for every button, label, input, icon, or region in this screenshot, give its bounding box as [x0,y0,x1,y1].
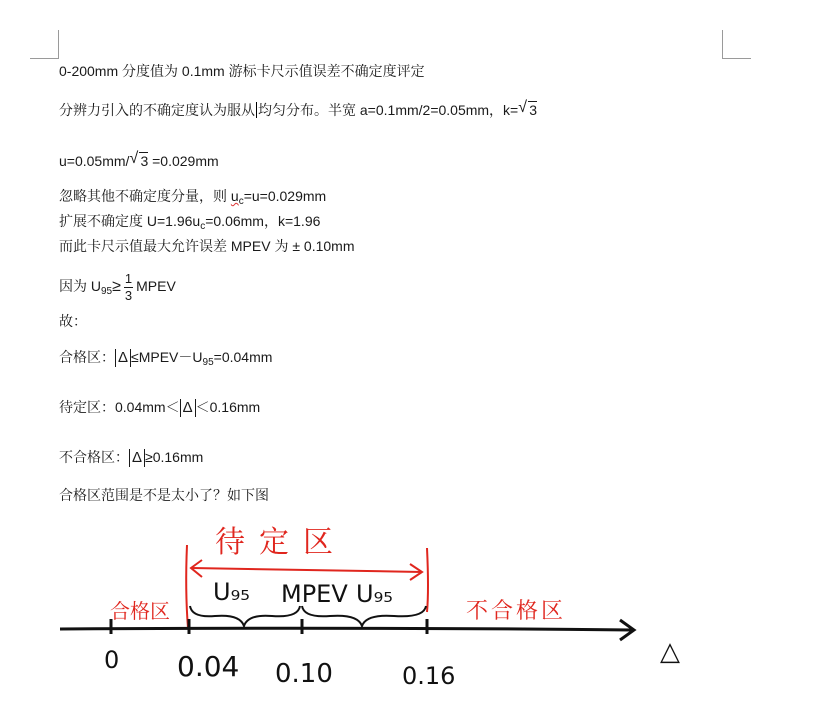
uc-symbol: $u_c$ [230,188,244,207]
tick-label-010: 0.10 [275,659,333,689]
pending-zone-label: 待定区 [215,525,347,560]
u-text-a: u=0.05mm/ [59,153,130,169]
right-boundary-line [427,548,428,612]
doc-title: 0-200mm 分度值为 0.1mm 游标卡尺示值误差不确定度评定 [59,63,425,79]
pending-expr-b: ＜0.16mm [195,399,261,415]
expand-text-a: 扩展不确定度 U=1.96u [59,213,201,229]
because-text-b: MPEV [136,278,176,294]
u95-left-label: U₉₅ [213,578,250,606]
because-sub: 95 [101,286,113,297]
expand-text-b: =0.06mm，k=1.96 [205,213,321,229]
delta-axis [60,628,632,630]
because-relation: ≥ [112,278,121,295]
pass-expr-b: =0.04mm [213,349,273,365]
one-third-fraction: $\frac{1}{3}$ [124,270,133,303]
pass-zone-label: 合格区 [110,599,170,623]
abs-delta: Δ [180,399,196,417]
left-boundary-line [186,545,188,628]
pending-expr-a: 0.04mm＜ [115,399,180,415]
pass-label: 合格区： [59,349,115,365]
ignore-text-a: 忽略其他不确定度分量，则 [59,188,231,204]
u95-right-label: U₉₅ [356,580,393,608]
expand-sub: c [200,221,206,232]
pass-sub: 95 [202,357,214,368]
tick-label-016: 0.16 [402,662,456,690]
u-text-b: =0.029mm [148,153,219,169]
fail-zone-label: 不合格区 [466,599,567,624]
resolution-text-b: 均匀分布。半宽 a=0.1mm/2=0.05mm，k= [258,102,519,118]
ignore-text-b: =u=0.029mm [243,188,327,204]
pending-label: 待定区： [59,399,115,415]
mpev-line: 而此卡尺示值最大允许误差 MPEV 为 ± 0.10mm [59,238,355,254]
therefore-line: 故： [59,313,87,329]
tick-label-004: 0.04 [177,650,240,683]
question-line: 合格区范围是不是太小了？如下图 [59,487,269,503]
sqrt-symbol: √ 3 [129,150,149,169]
u95-left-brace [190,606,300,626]
u95-right-brace [302,606,426,626]
delta-symbol: △ [660,637,680,667]
pass-expr-a: ≤MPEV－U [131,349,203,365]
mpev-label: MPEV [281,580,348,608]
because-text-a: 因为 U [59,278,101,294]
abs-delta: Δ [129,449,145,467]
pending-range-arrow [192,568,422,572]
tick-label-0: 0 [104,646,120,674]
fail-label: 不合格区： [59,449,129,465]
resolution-text-a: 分辨力引入的不确定度认为服从 [59,102,255,118]
fail-expr: ≥0.16mm [145,449,204,465]
sqrt-symbol: √ 3 [518,99,538,118]
abs-delta: Δ [115,349,131,367]
